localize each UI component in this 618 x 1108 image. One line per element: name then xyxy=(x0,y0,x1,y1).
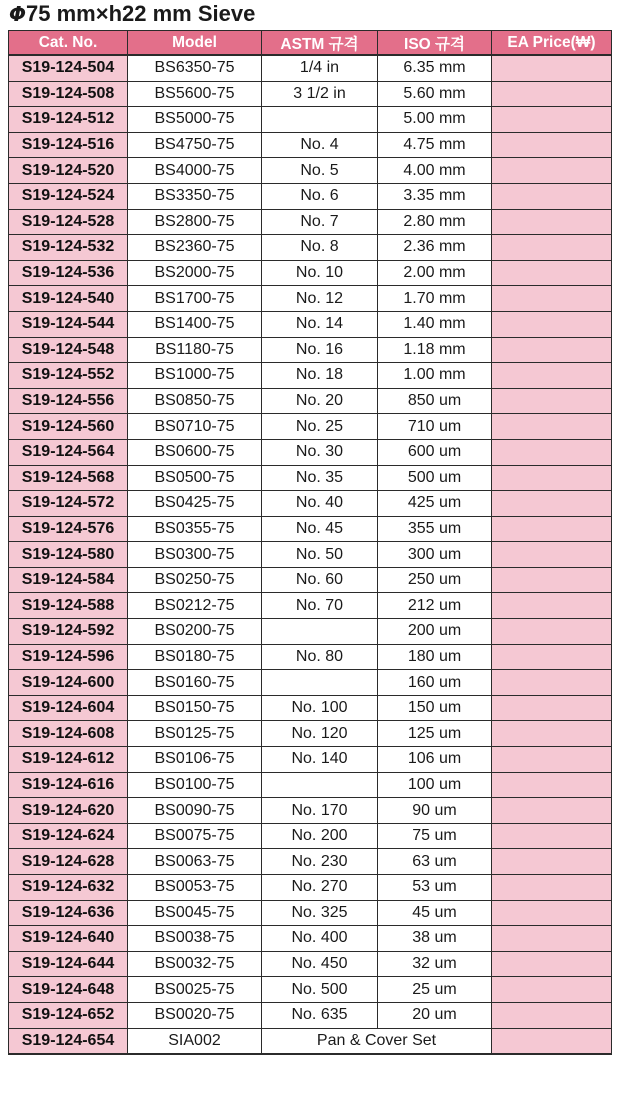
model-cell: BS0212-75 xyxy=(128,593,262,619)
iso-cell: 160 um xyxy=(378,670,492,696)
iso-cell: 106 um xyxy=(378,747,492,773)
table-row xyxy=(9,414,612,440)
iso-cell: 212 um xyxy=(378,593,492,619)
price-cell xyxy=(492,798,612,824)
price-cell xyxy=(492,414,612,440)
page-title xyxy=(9,0,255,28)
price-cell xyxy=(492,286,612,312)
table-row xyxy=(9,747,612,773)
table-row xyxy=(9,670,612,696)
cat-no-cell: S19-124-512 xyxy=(9,107,128,133)
astm-cell xyxy=(262,619,378,645)
price-cell xyxy=(492,721,612,747)
price-cell xyxy=(492,977,612,1003)
model-cell: BS0025-75 xyxy=(128,977,262,1003)
model-cell: BS0300-75 xyxy=(128,542,262,568)
header-astm: ASTM 규격 xyxy=(262,31,378,56)
price-cell xyxy=(492,567,612,593)
iso-cell: 53 um xyxy=(378,875,492,901)
astm-cell: No. 500 xyxy=(262,977,378,1003)
cat-no-cell: S19-124-532 xyxy=(9,235,128,261)
iso-cell: 180 um xyxy=(378,644,492,670)
iso-cell: 100 um xyxy=(378,772,492,798)
model-cell: BS0710-75 xyxy=(128,414,262,440)
table-row xyxy=(9,542,612,568)
iso-cell: 250 um xyxy=(378,567,492,593)
header-model: Model xyxy=(128,31,262,56)
iso-cell: 4.00 mm xyxy=(378,158,492,184)
table-row xyxy=(9,593,612,619)
price-cell xyxy=(492,363,612,389)
table-row xyxy=(9,567,612,593)
iso-cell: 500 um xyxy=(378,465,492,491)
table-row xyxy=(9,388,612,414)
cat-no-cell: S19-124-628 xyxy=(9,849,128,875)
header-iso: ISO 규격 xyxy=(378,31,492,56)
price-cell xyxy=(492,772,612,798)
table-row xyxy=(9,849,612,875)
table-row xyxy=(9,132,612,158)
astm-cell: 1/4 in xyxy=(262,55,378,81)
table-row xyxy=(9,311,612,337)
model-cell: BS0038-75 xyxy=(128,926,262,952)
astm-cell: No. 200 xyxy=(262,823,378,849)
model-cell: BS1000-75 xyxy=(128,363,262,389)
table-row xyxy=(9,286,612,312)
table-row xyxy=(9,465,612,491)
astm-cell: No. 35 xyxy=(262,465,378,491)
price-cell xyxy=(492,747,612,773)
model-cell: BS0150-75 xyxy=(128,695,262,721)
astm-cell: No. 270 xyxy=(262,875,378,901)
astm-cell: No. 120 xyxy=(262,721,378,747)
iso-cell: 5.00 mm xyxy=(378,107,492,133)
cat-no-cell: S19-124-640 xyxy=(9,926,128,952)
cat-no-cell: S19-124-524 xyxy=(9,183,128,209)
astm-cell: No. 14 xyxy=(262,311,378,337)
astm-cell: No. 400 xyxy=(262,926,378,952)
table-row xyxy=(9,619,612,645)
diameter-symbol: Φ xyxy=(9,2,27,26)
cat-no-cell: S19-124-604 xyxy=(9,695,128,721)
astm-cell: No. 140 xyxy=(262,747,378,773)
astm-cell: No. 7 xyxy=(262,209,378,235)
page-title-text: 75 mm×h22 mm Sieve xyxy=(26,1,256,26)
astm-cell xyxy=(262,107,378,133)
price-cell xyxy=(492,619,612,645)
iso-cell: 425 um xyxy=(378,491,492,517)
header-ea-price: EA Price(₩) xyxy=(492,31,612,56)
cat-no-cell: S19-124-572 xyxy=(9,491,128,517)
price-cell xyxy=(492,516,612,542)
cat-no-cell: S19-124-504 xyxy=(9,55,128,81)
cat-no-cell: S19-124-576 xyxy=(9,516,128,542)
cat-no-cell: S19-124-592 xyxy=(9,619,128,645)
price-cell xyxy=(492,695,612,721)
astm-cell: No. 6 xyxy=(262,183,378,209)
table-row xyxy=(9,695,612,721)
model-cell: BS0063-75 xyxy=(128,849,262,875)
price-cell xyxy=(492,1028,612,1054)
description-cell: Pan & Cover Set xyxy=(262,1028,492,1054)
iso-cell: 6.35 mm xyxy=(378,55,492,81)
price-cell xyxy=(492,81,612,107)
iso-cell: 150 um xyxy=(378,695,492,721)
table-row xyxy=(9,158,612,184)
iso-cell: 25 um xyxy=(378,977,492,1003)
table-row xyxy=(9,107,612,133)
price-cell xyxy=(492,107,612,133)
model-cell: BS0090-75 xyxy=(128,798,262,824)
model-cell: BS2000-75 xyxy=(128,260,262,286)
iso-cell: 200 um xyxy=(378,619,492,645)
iso-cell: 300 um xyxy=(378,542,492,568)
astm-cell: No. 18 xyxy=(262,363,378,389)
table-row xyxy=(9,977,612,1003)
cat-no-cell: S19-124-560 xyxy=(9,414,128,440)
model-cell: BS0250-75 xyxy=(128,567,262,593)
model-cell: BS0053-75 xyxy=(128,875,262,901)
iso-cell: 355 um xyxy=(378,516,492,542)
model-cell: BS2360-75 xyxy=(128,235,262,261)
table-row xyxy=(9,951,612,977)
price-cell xyxy=(492,542,612,568)
cat-no-cell: S19-124-648 xyxy=(9,977,128,1003)
astm-cell: 3 1/2 in xyxy=(262,81,378,107)
model-cell: BS0600-75 xyxy=(128,439,262,465)
model-cell: BS0160-75 xyxy=(128,670,262,696)
price-cell xyxy=(492,209,612,235)
model-cell: BS2800-75 xyxy=(128,209,262,235)
price-cell xyxy=(492,235,612,261)
price-cell xyxy=(492,593,612,619)
model-cell: BS4000-75 xyxy=(128,158,262,184)
price-cell xyxy=(492,439,612,465)
astm-cell: No. 45 xyxy=(262,516,378,542)
iso-cell: 32 um xyxy=(378,951,492,977)
header-row xyxy=(9,31,612,56)
astm-cell: No. 8 xyxy=(262,235,378,261)
astm-cell: No. 80 xyxy=(262,644,378,670)
model-cell: BS0045-75 xyxy=(128,900,262,926)
price-cell xyxy=(492,132,612,158)
cat-no-cell: S19-124-552 xyxy=(9,363,128,389)
model-cell: BS0106-75 xyxy=(128,747,262,773)
sieve-table xyxy=(8,30,612,1055)
model-cell: BS1400-75 xyxy=(128,311,262,337)
cat-no-cell: S19-124-520 xyxy=(9,158,128,184)
table-row xyxy=(9,798,612,824)
cat-no-cell: S19-124-644 xyxy=(9,951,128,977)
cat-no-cell: S19-124-596 xyxy=(9,644,128,670)
table-row xyxy=(9,721,612,747)
price-cell xyxy=(492,337,612,363)
cat-no-cell: S19-124-556 xyxy=(9,388,128,414)
astm-cell: No. 70 xyxy=(262,593,378,619)
price-cell xyxy=(492,55,612,81)
cat-no-cell: S19-124-540 xyxy=(9,286,128,312)
cat-no-cell: S19-124-600 xyxy=(9,670,128,696)
cat-no-cell: S19-124-580 xyxy=(9,542,128,568)
price-cell xyxy=(492,388,612,414)
iso-cell: 2.36 mm xyxy=(378,235,492,261)
cat-no-cell: S19-124-632 xyxy=(9,875,128,901)
astm-cell: No. 16 xyxy=(262,337,378,363)
model-cell: SIA002 xyxy=(128,1028,262,1054)
iso-cell: 710 um xyxy=(378,414,492,440)
price-cell xyxy=(492,875,612,901)
price-cell xyxy=(492,465,612,491)
astm-cell: No. 5 xyxy=(262,158,378,184)
table-row xyxy=(9,55,612,81)
astm-cell: No. 230 xyxy=(262,849,378,875)
astm-cell: No. 10 xyxy=(262,260,378,286)
cat-no-cell: S19-124-620 xyxy=(9,798,128,824)
iso-cell: 45 um xyxy=(378,900,492,926)
astm-cell xyxy=(262,670,378,696)
model-cell: BS6350-75 xyxy=(128,55,262,81)
table-row xyxy=(9,516,612,542)
iso-cell: 1.18 mm xyxy=(378,337,492,363)
iso-cell: 20 um xyxy=(378,1002,492,1028)
table-header xyxy=(9,31,612,56)
model-cell: BS0100-75 xyxy=(128,772,262,798)
iso-cell: 63 um xyxy=(378,849,492,875)
astm-cell: No. 100 xyxy=(262,695,378,721)
iso-cell: 2.00 mm xyxy=(378,260,492,286)
astm-cell: No. 50 xyxy=(262,542,378,568)
cat-no-cell: S19-124-536 xyxy=(9,260,128,286)
astm-cell: No. 635 xyxy=(262,1002,378,1028)
cat-no-cell: S19-124-548 xyxy=(9,337,128,363)
cat-no-cell: S19-124-544 xyxy=(9,311,128,337)
cat-no-cell: S19-124-508 xyxy=(9,81,128,107)
table-row xyxy=(9,900,612,926)
cat-no-cell: S19-124-616 xyxy=(9,772,128,798)
cat-no-cell: S19-124-624 xyxy=(9,823,128,849)
iso-cell: 1.00 mm xyxy=(378,363,492,389)
astm-cell: No. 60 xyxy=(262,567,378,593)
table-row-pan-cover xyxy=(9,1028,612,1054)
iso-cell: 4.75 mm xyxy=(378,132,492,158)
price-cell xyxy=(492,849,612,875)
iso-cell: 5.60 mm xyxy=(378,81,492,107)
model-cell: BS0500-75 xyxy=(128,465,262,491)
iso-cell: 1.70 mm xyxy=(378,286,492,312)
model-cell: BS1700-75 xyxy=(128,286,262,312)
model-cell: BS0425-75 xyxy=(128,491,262,517)
price-cell xyxy=(492,951,612,977)
astm-cell: No. 25 xyxy=(262,414,378,440)
cat-no-cell: S19-124-516 xyxy=(9,132,128,158)
price-cell xyxy=(492,183,612,209)
astm-cell: No. 20 xyxy=(262,388,378,414)
cat-no-cell: S19-124-608 xyxy=(9,721,128,747)
iso-cell: 38 um xyxy=(378,926,492,952)
iso-cell: 75 um xyxy=(378,823,492,849)
cat-no-cell: S19-124-568 xyxy=(9,465,128,491)
price-cell xyxy=(492,311,612,337)
model-cell: BS1180-75 xyxy=(128,337,262,363)
table-row xyxy=(9,644,612,670)
table-row xyxy=(9,183,612,209)
cat-no-cell: S19-124-528 xyxy=(9,209,128,235)
cat-no-cell: S19-124-564 xyxy=(9,439,128,465)
price-cell xyxy=(492,158,612,184)
table-row xyxy=(9,337,612,363)
iso-cell: 850 um xyxy=(378,388,492,414)
model-cell: BS0355-75 xyxy=(128,516,262,542)
astm-cell: No. 450 xyxy=(262,951,378,977)
price-cell xyxy=(492,644,612,670)
table-row xyxy=(9,235,612,261)
astm-cell: No. 170 xyxy=(262,798,378,824)
price-cell xyxy=(492,823,612,849)
table-row xyxy=(9,926,612,952)
model-cell: BS0020-75 xyxy=(128,1002,262,1028)
cat-no-cell: S19-124-654 xyxy=(9,1028,128,1054)
model-cell: BS5600-75 xyxy=(128,81,262,107)
astm-cell: No. 40 xyxy=(262,491,378,517)
table-row xyxy=(9,823,612,849)
table-row xyxy=(9,772,612,798)
iso-cell: 2.80 mm xyxy=(378,209,492,235)
model-cell: BS0032-75 xyxy=(128,951,262,977)
price-cell xyxy=(492,900,612,926)
cat-no-cell: S19-124-612 xyxy=(9,747,128,773)
table-row xyxy=(9,209,612,235)
iso-cell: 90 um xyxy=(378,798,492,824)
cat-no-cell: S19-124-588 xyxy=(9,593,128,619)
table-row xyxy=(9,81,612,107)
cat-no-cell: S19-124-652 xyxy=(9,1002,128,1028)
table-row xyxy=(9,363,612,389)
table-body xyxy=(9,55,612,1054)
iso-cell: 600 um xyxy=(378,439,492,465)
iso-cell: 3.35 mm xyxy=(378,183,492,209)
model-cell: BS0075-75 xyxy=(128,823,262,849)
price-cell xyxy=(492,260,612,286)
table-row xyxy=(9,439,612,465)
iso-cell: 1.40 mm xyxy=(378,311,492,337)
astm-cell xyxy=(262,772,378,798)
astm-cell: No. 325 xyxy=(262,900,378,926)
price-cell xyxy=(492,491,612,517)
model-cell: BS0200-75 xyxy=(128,619,262,645)
table-row xyxy=(9,491,612,517)
model-cell: BS3350-75 xyxy=(128,183,262,209)
model-cell: BS0125-75 xyxy=(128,721,262,747)
astm-cell: No. 12 xyxy=(262,286,378,312)
astm-cell: No. 30 xyxy=(262,439,378,465)
header-cat-no: Cat. No. xyxy=(9,31,128,56)
model-cell: BS5000-75 xyxy=(128,107,262,133)
model-cell: BS4750-75 xyxy=(128,132,262,158)
cat-no-cell: S19-124-584 xyxy=(9,567,128,593)
astm-cell: No. 4 xyxy=(262,132,378,158)
table-row xyxy=(9,1002,612,1028)
price-cell xyxy=(492,926,612,952)
price-cell xyxy=(492,670,612,696)
table-row xyxy=(9,875,612,901)
cat-no-cell: S19-124-636 xyxy=(9,900,128,926)
price-cell xyxy=(492,1002,612,1028)
iso-cell: 125 um xyxy=(378,721,492,747)
model-cell: BS0180-75 xyxy=(128,644,262,670)
table-row xyxy=(9,260,612,286)
model-cell: BS0850-75 xyxy=(128,388,262,414)
